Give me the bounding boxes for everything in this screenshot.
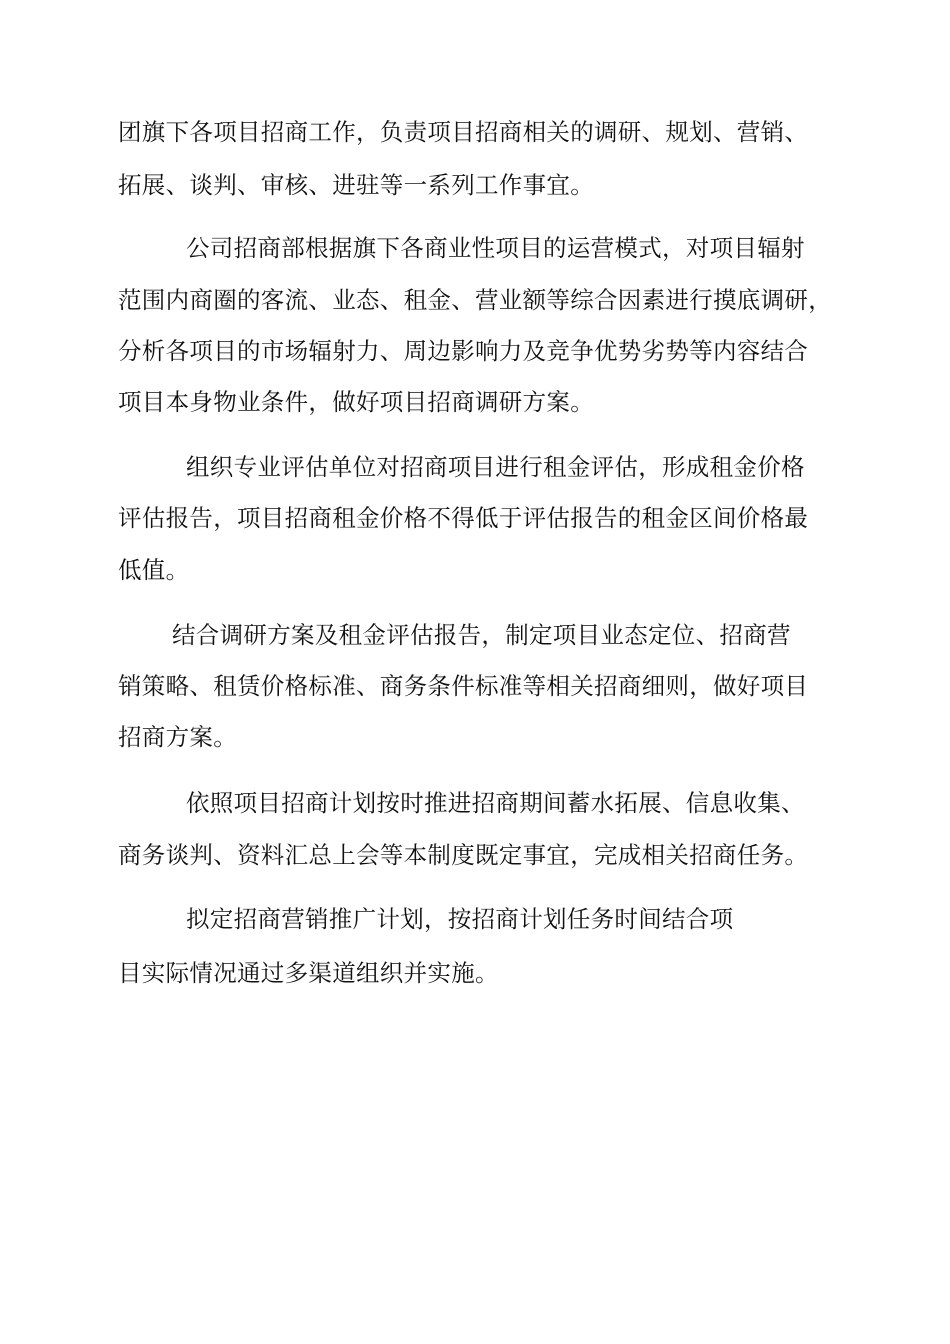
paragraph-4-line-3: 招商方案。 xyxy=(118,723,237,751)
paragraph-5-line-1: 依照项目招商计划按时推进招商期间蓄水拓展、信息收集、 xyxy=(186,789,805,817)
paragraph-4-line-1: 结合调研方案及租金评估报告，制定项目业态定位、招商营 xyxy=(172,621,791,649)
paragraph-2-line-3: 分析各项目的市场辐射力、周边影响力及竞争优势劣势等内容结合 xyxy=(118,337,809,365)
paragraph-6-line-2: 目实际情况通过多渠道组织并实施。 xyxy=(118,959,499,987)
paragraph-1-line-1: 团旗下各项目招商工作，负责项目招商相关的调研、规划、营销、 xyxy=(118,118,809,146)
paragraph-2-line-1: 公司招商部根据旗下各商业性项目的运营模式，对项目辐射 xyxy=(186,234,805,262)
paragraph-3-line-1: 组织专业评估单位对招商项目进行租金评估，形成租金价格 xyxy=(186,453,805,481)
paragraph-6-line-1: 拟定招商营销推广计划，按招商计划任务时间结合项 xyxy=(186,905,734,933)
paragraph-5-line-2: 商务谈判、资料汇总上会等本制度既定事宜，完成相关招商任务。 xyxy=(118,841,809,869)
paragraph-1-line-2: 拓展、谈判、审核、进驻等一系列工作事宜。 xyxy=(118,171,594,199)
paragraph-4-line-2: 销策略、租赁价格标准、商务条件标准等相关招商细则，做好项目 xyxy=(118,672,809,700)
paragraph-2-line-2: 范围内商圈的客流、业态、租金、营业额等综合因素进行摸底调研， xyxy=(118,286,832,314)
paragraph-2-line-4: 项目本身物业条件，做好项目招商调研方案。 xyxy=(118,388,594,416)
paragraph-3-line-3: 低值。 xyxy=(118,556,190,584)
paragraph-3-line-2: 评估报告，项目招商租金价格不得低于评估报告的租金区间价格最 xyxy=(118,504,809,532)
